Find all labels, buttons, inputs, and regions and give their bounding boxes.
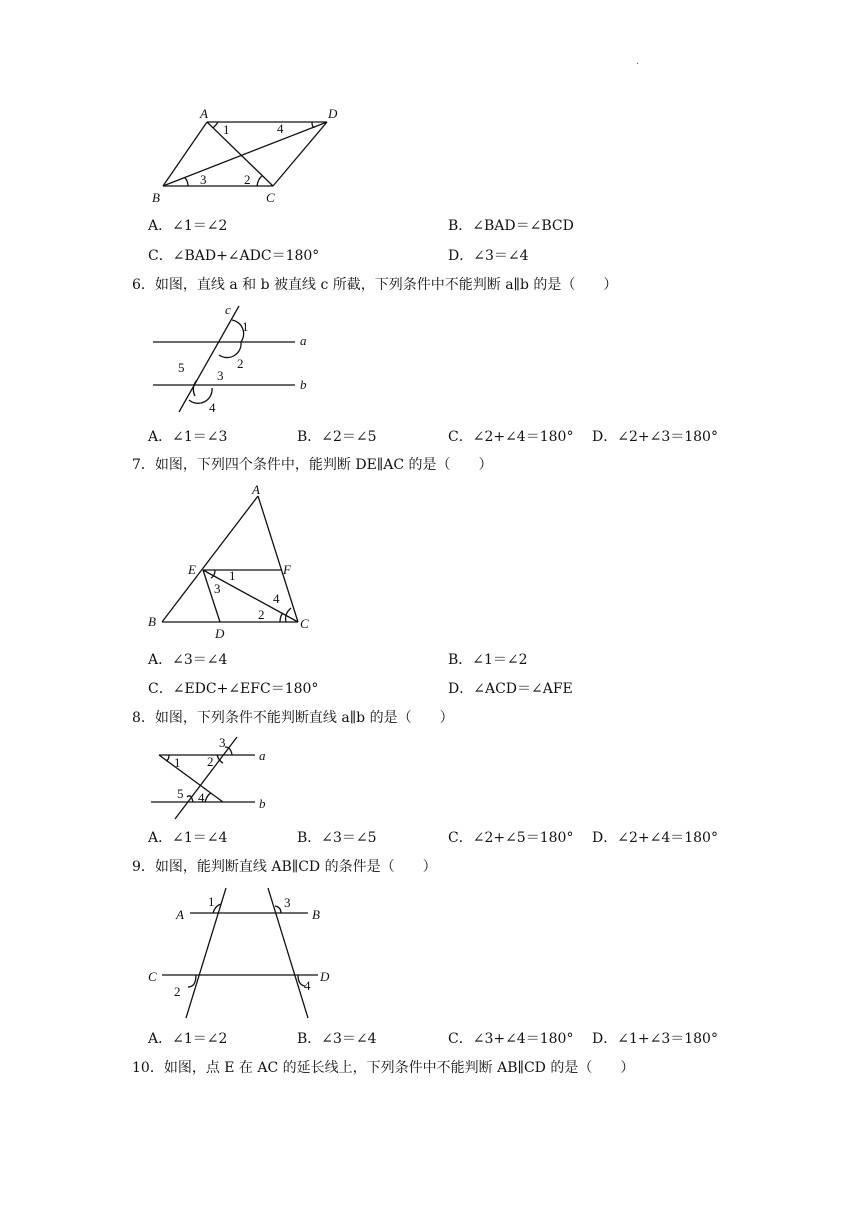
label-c: c xyxy=(225,302,231,317)
q5-option-a[interactable]: A．∠1＝∠2 xyxy=(148,218,228,234)
q7-option-b[interactable]: B．∠1＝∠2 xyxy=(448,652,528,668)
q9-stem: 9．如图，能判断直线 AB∥CD 的条件是（ ） xyxy=(132,859,437,875)
q8-option-c[interactable]: C．∠2+∠5＝180° xyxy=(448,830,574,846)
q8-stem: 8．如图，下列条件不能判断直线 a∥b 的是（ ） xyxy=(132,710,454,726)
label-C: C xyxy=(148,969,157,984)
angle-3: 3 xyxy=(214,581,221,596)
label-E: E xyxy=(188,562,196,577)
q6-option-c[interactable]: C．∠2+∠4＝180° xyxy=(448,429,574,445)
angle-3: 3 xyxy=(217,368,224,383)
q5-option-d[interactable]: D．∠3＝∠4 xyxy=(448,248,529,264)
angle-3: 3 xyxy=(284,895,291,910)
angle-1: 1 xyxy=(229,568,236,583)
q9-option-c[interactable]: C．∠3+∠4＝180° xyxy=(448,1031,574,1047)
q7-option-d[interactable]: D．∠ACD＝∠AFE xyxy=(448,681,573,697)
q8-option-d[interactable]: D．∠2+∠4＝180° xyxy=(592,830,718,846)
angle-1: 1 xyxy=(223,122,230,137)
angle-2: 2 xyxy=(174,984,181,999)
angle-4: 4 xyxy=(198,790,205,805)
label-A: A xyxy=(176,907,184,922)
angle-4: 4 xyxy=(209,400,216,415)
q8-option-a[interactable]: A．∠1＝∠4 xyxy=(148,830,228,846)
angle-3: 3 xyxy=(200,172,207,187)
label-D: D xyxy=(215,626,225,641)
q7-option-a[interactable]: A．∠3＝∠4 xyxy=(148,652,228,668)
q6-option-b[interactable]: B．∠2＝∠5 xyxy=(297,429,377,445)
q7-figure xyxy=(140,480,330,645)
label-b: b xyxy=(259,796,266,811)
label-B: B xyxy=(148,614,156,629)
angle-5: 5 xyxy=(177,786,184,801)
angle-2: 2 xyxy=(258,607,265,622)
q6-option-a[interactable]: A．∠1＝∠3 xyxy=(148,429,228,445)
q7-option-c[interactable]: C．∠EDC+∠EFC＝180° xyxy=(148,681,319,697)
angle-2: 2 xyxy=(207,754,214,769)
q6-option-d[interactable]: D．∠2+∠3＝180° xyxy=(592,429,718,445)
angle-1: 1 xyxy=(174,755,181,770)
q9-option-b[interactable]: B．∠3＝∠4 xyxy=(297,1031,377,1047)
angle-4: 4 xyxy=(304,978,311,993)
q10-stem: 10．如图，点 E 在 AC 的延长线上，下列条件中不能判断 AB∥CD 的是（ ） xyxy=(132,1060,635,1076)
label-a: a xyxy=(259,748,266,763)
q5-option-b[interactable]: B．∠BAD＝∠BCD xyxy=(448,218,574,234)
q9-option-a[interactable]: A．∠1＝∠2 xyxy=(148,1031,228,1047)
page-mark: . xyxy=(636,56,640,67)
label-B: B xyxy=(312,907,320,922)
q8-figure xyxy=(145,733,280,823)
label-A: A xyxy=(200,106,208,121)
q9-figure xyxy=(140,882,350,1027)
label-a: a xyxy=(300,333,307,348)
angle-2: 2 xyxy=(244,172,251,187)
q9-option-d[interactable]: D．∠1+∠3＝180° xyxy=(592,1031,718,1047)
q8-option-b[interactable]: B．∠3＝∠5 xyxy=(297,830,377,846)
angle-5: 5 xyxy=(178,360,185,375)
label-b: b xyxy=(300,377,307,392)
label-D: D xyxy=(320,969,330,984)
label-A: A xyxy=(252,482,260,497)
q5-figure xyxy=(140,100,360,210)
label-F: F xyxy=(283,562,291,577)
label-C: C xyxy=(300,616,309,631)
angle-4: 4 xyxy=(277,121,284,136)
angle-1: 1 xyxy=(242,319,249,334)
q5-option-c[interactable]: C．∠BAD+∠ADC＝180° xyxy=(148,248,320,264)
q6-stem: 6．如图，直线 a 和 b 被直线 c 所截，下列条件中不能判断 a∥b 的是（ ） xyxy=(132,277,618,293)
label-B: B xyxy=(152,190,160,205)
angle-1: 1 xyxy=(208,894,215,909)
q7-stem: 7．如图，下列四个条件中，能判断 DE∥AC 的是（ ） xyxy=(132,457,493,473)
label-D: D xyxy=(328,106,338,121)
angle-3: 3 xyxy=(219,735,226,750)
angle-4: 4 xyxy=(273,591,280,606)
label-C: C xyxy=(266,190,275,205)
q6-figure xyxy=(145,300,325,420)
angle-2: 2 xyxy=(237,356,244,371)
